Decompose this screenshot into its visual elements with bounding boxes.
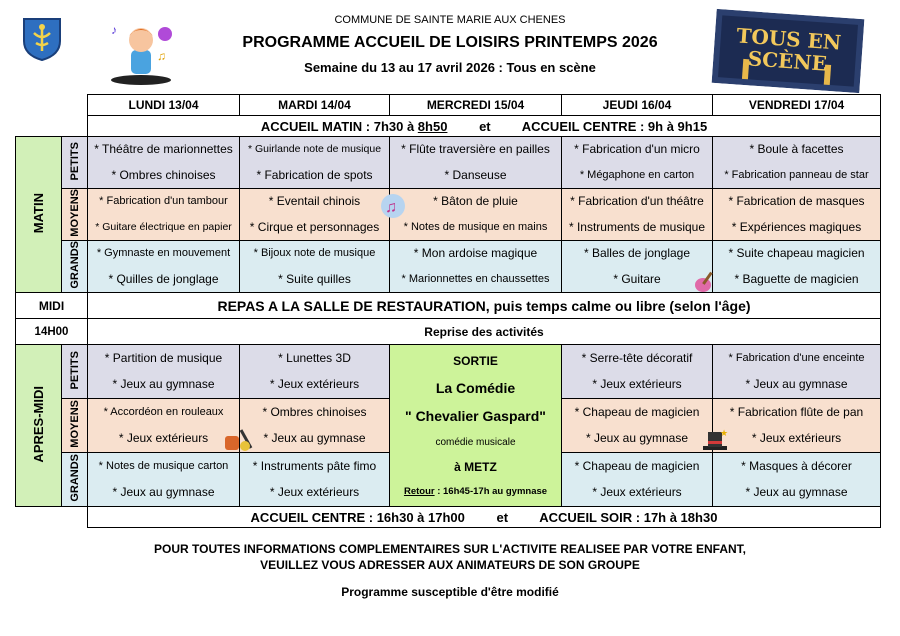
activity-cell (562, 189, 713, 241)
activity: * Serre-tête décoratif (581, 351, 693, 366)
activity: * Partition de musique (104, 351, 223, 366)
midi-label: MIDI (16, 293, 88, 319)
activity: * Jeux au gymnase (585, 430, 689, 445)
midi-text: REPAS A LA SALLE DE RESTAURATION, puis temps calme ou libre (selon l'âge) (88, 293, 881, 319)
accueil-centre-soir: ACCUEIL CENTRE : 16h30 à 17h00 (250, 509, 465, 525)
activity: * Fabrication d'un théâtre (570, 194, 704, 209)
activity-cell (88, 453, 240, 507)
activity: * Fabrication flûte de pan (729, 405, 864, 420)
activity-cell (88, 345, 240, 399)
accueil-soir-row (16, 507, 881, 528)
activity: * Fabrication de spots (256, 167, 373, 182)
activity: * Danseuse (444, 167, 507, 182)
activity: * Lunettes 3D (278, 351, 351, 366)
activity: * Ombres chinoises (262, 405, 367, 420)
activity: * Chapeau de magicien (574, 405, 700, 420)
activity: * Jeux extérieurs (269, 376, 360, 391)
accueil-matin (88, 116, 881, 137)
activity: * Balles de jonglage (583, 246, 691, 261)
activity: * Jeux au gymnase (112, 484, 215, 499)
petits-label: PETITS (68, 141, 81, 181)
activity-cell (713, 453, 881, 507)
accueil-soir (88, 507, 881, 528)
sortie-kind: comédie musicale (435, 436, 516, 448)
activity: * Guitare (613, 271, 661, 286)
activity: * Jeux extérieurs (592, 484, 682, 499)
info-footer (0, 541, 900, 573)
days-row (16, 95, 881, 116)
activity: * Bijoux note de musique (253, 247, 376, 260)
activity-cell (562, 241, 713, 293)
activity: * Jeux au gymnase (745, 484, 848, 499)
activity: * Jeux au gymnase (112, 376, 215, 391)
activity: * Fabrication d'un tambour (99, 195, 228, 208)
activity-cell (240, 189, 390, 241)
day-header: VENDREDI 17/04 (713, 95, 881, 116)
day-header: MERCREDI 15/04 (390, 95, 562, 116)
activity: * Accordéon en rouleaux (103, 406, 224, 419)
activity-cell (713, 189, 881, 241)
accueil-matin-row (16, 116, 881, 137)
h14-label: 14H00 (16, 319, 88, 345)
day-header: MARDI 14/04 (240, 95, 390, 116)
singing-child-illustration (105, 20, 177, 86)
grands-label: GRANDS (68, 454, 81, 502)
petits-label: PETITS (68, 350, 81, 390)
activity-cell (562, 345, 713, 399)
activity: * Gymnaste en mouvement (96, 247, 231, 260)
activity: * Fabrication d'un micro (574, 142, 700, 157)
matin-label: MATIN (31, 192, 46, 234)
activity: * Jeux au gymnase (745, 376, 848, 391)
activity: * Instruments pâte fimo (252, 459, 377, 474)
commune-name: COMMUNE DE SAINTE MARIE AUX CHENES (334, 14, 566, 26)
activity: * Fabrication panneau de star (724, 168, 869, 181)
activity-cell (390, 241, 562, 293)
apres-midi-label: APRES-MIDI (31, 385, 46, 463)
activity: * Jeux au gymnase (263, 430, 366, 445)
programme-table (15, 94, 881, 528)
accueil-centre-matin: ACCUEIL CENTRE : 9h à 9h15 (521, 118, 708, 134)
activity: * Guirlande note de musique (247, 143, 382, 156)
activity: * Cirque et personnages (249, 219, 380, 234)
accueil-matin-start: ACCUEIL MATIN : 7h30 à (260, 118, 418, 134)
svg-text:★: ★ (720, 428, 729, 438)
activity-cell (88, 189, 240, 241)
info-line-2: VEUILLEZ VOUS ADRESSER AUX ANIMATEURS DE SON GROUPE (260, 558, 640, 572)
matin-moyens-row (16, 189, 881, 241)
sortie-city: à METZ (454, 459, 497, 474)
matin-grands-row (16, 241, 881, 293)
activity: * Quilles de jonglage (108, 271, 219, 286)
activity-cell (562, 137, 713, 189)
activity: * Masques à décorer (741, 459, 852, 474)
group-label-cell (62, 399, 88, 453)
reprise-row (16, 319, 881, 345)
svg-text:♫: ♫ (157, 49, 166, 63)
activity-cell (713, 345, 881, 399)
midi-row (16, 293, 881, 319)
accueil-matin-end: 8h50 (417, 118, 448, 134)
activity: * Ombres chinoises (111, 167, 216, 182)
svg-text:♪: ♪ (111, 23, 117, 37)
retour-text: : 16h45-17h au gymnase (434, 485, 548, 497)
activity-cell (562, 453, 713, 507)
sortie-label: SORTIE (453, 354, 498, 369)
sortie-place: La Comédie (435, 380, 516, 397)
activity: * Jeux extérieurs (751, 430, 842, 445)
activity-cell (88, 137, 240, 189)
activity-cell (390, 189, 562, 241)
group-label-cell (62, 345, 88, 399)
am-petits-row (16, 345, 881, 399)
activity-cell (88, 399, 240, 453)
group-label-cell (62, 241, 88, 293)
activity: * Jeux extérieurs (269, 484, 360, 499)
activity: * Fabrication de masques (728, 194, 865, 209)
activity: * Expériences magiques (731, 219, 862, 234)
activity: * Mégaphone en carton (579, 168, 695, 181)
activity: * Notes de musique carton (98, 460, 229, 473)
sortie-retour (390, 486, 561, 497)
activity-cell (88, 241, 240, 293)
activity-cell (562, 399, 713, 453)
activity: * Boule à facettes (749, 142, 844, 157)
group-label-cell (62, 189, 88, 241)
matin-label-cell (16, 137, 62, 293)
matin-petits-row (16, 137, 881, 189)
accueil-soir-et: et (496, 509, 509, 525)
day-header: JEUDI 16/04 (562, 95, 713, 116)
activity: * Notes de musique en mains (403, 220, 548, 233)
activity: * Flûte traversière en pailles (401, 142, 550, 157)
activity: * Jeux extérieurs (592, 376, 682, 391)
activity-cell (713, 241, 881, 293)
page-title: PROGRAMME ACCUEIL DE LOISIRS PRINTEMPS 2026 (242, 34, 658, 51)
sortie-show: " Chevalier Gaspard" (405, 408, 546, 425)
accueil-matin-et: et (479, 118, 491, 134)
activity-cell (240, 453, 390, 507)
activity: * Eventail chinois (268, 194, 361, 209)
reprise-text: Reprise des activités (88, 319, 881, 345)
guitar-clipart (692, 268, 720, 294)
activity: * Suite chapeau magicien (728, 246, 865, 261)
activity: * Mon ardoise magique (413, 246, 538, 261)
grands-label: GRANDS (68, 241, 81, 289)
music-notes-clipart (378, 192, 408, 220)
activity-cell (390, 137, 562, 189)
poster-title: TOUS EN SCÈNE (735, 23, 842, 76)
activity-cell (713, 137, 881, 189)
activity-cell (713, 399, 881, 453)
activity: * Marionnettes en chaussettes (401, 272, 550, 285)
activity: * Baguette de magicien (734, 271, 859, 286)
activity: * Suite quilles (278, 271, 351, 286)
activity: * Bâton de pluie (433, 194, 518, 209)
group-label-cell (62, 453, 88, 507)
activity: * Guitare électrique en papier (95, 220, 232, 233)
activity-cell (240, 241, 390, 293)
activity: * Théâtre de marionnettes (94, 142, 233, 157)
activity-cell (240, 399, 390, 453)
instruments-clipart (221, 426, 255, 454)
activity-cell (240, 137, 390, 189)
svg-text:♫: ♫ (385, 199, 397, 216)
accueil-soir-time: ACCUEIL SOIR : 17h à 18h30 (539, 509, 718, 525)
activity: * Chapeau de magicien (574, 459, 700, 474)
magic-hat-clipart (700, 426, 730, 454)
apres-midi-label-cell (16, 345, 62, 507)
activity-cell (240, 345, 390, 399)
sortie-cell (390, 345, 562, 507)
modification-note: Programme susceptible d'être modifié (341, 585, 559, 599)
day-header: LUNDI 13/04 (88, 95, 240, 116)
moyens-label: MOYENS (68, 189, 81, 237)
activity: * Fabrication d'une enceinte (728, 352, 865, 365)
group-label-cell (62, 137, 88, 189)
info-line-1: POUR TOUTES INFORMATIONS COMPLEMENTAIRES SUR L'ACTIVITE REALISEE PAR VOTRE ENFANT, (154, 542, 746, 556)
week-subtitle: Semaine du 13 au 17 avril 2026 : Tous en scène (304, 60, 596, 75)
moyens-label: MOYENS (68, 400, 81, 448)
activity: * Jeux extérieurs (118, 430, 209, 445)
activity: * Instruments de musique (568, 219, 706, 234)
retour-label: Retour (403, 485, 435, 497)
